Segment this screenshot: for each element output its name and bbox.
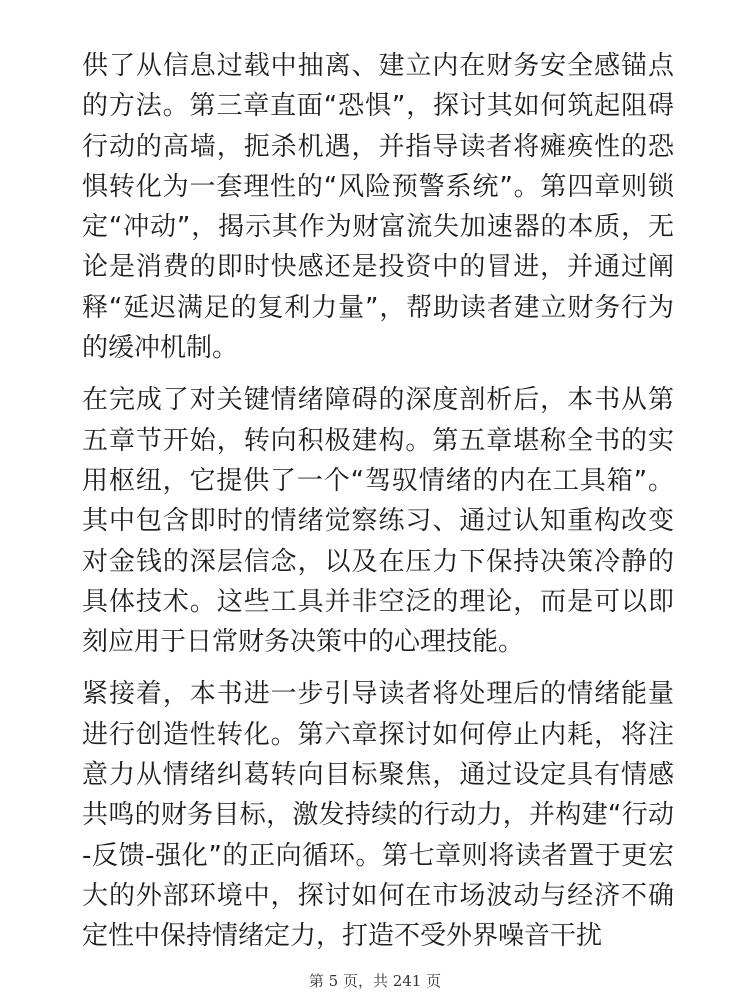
paragraph-1: 供了从信息过载中抽离、建立内在财务安全感锚点的方法。第三章直面“恐惧”，探讨其如何筑起阻碍行动的高墙，扼杀机遇，并指导读者将瘫痪性的恐惧转化为一套理性的“风险预警系统”。第四章则锁定“冲动”，揭示其作为财富流失加速器的本质，无论是消费的即时快感还是投资中的冒进，并通过阐释“延迟满足的复利力量”，帮助读者建立财务行为的缓冲机制。 [82,51,674,364]
page-body [82,46,674,957]
page-number-footer: 第 5 页，共 241 页 [308,972,442,990]
paragraph-2: 在完成了对关键情绪障碍的深度剖析后，本书从第五章节开始，转向积极建构。第五章堪称全书的实用枢纽，它提供了一个“驾驭情绪的内在工具箱”。其中包含即时的情绪觉察练习、通过认知重构改变对金钱的深层信念，以及在压力下保持决策冷静的具体技术。这些工具并非空泛的理论，而是可以即刻应用于日常财务决策中的心理技能。 [82,385,674,658]
paragraph-3: 紧接着，本书进一步引导读者将处理后的情绪能量进行创造性转化。第六章探讨如何停止内耗，将注意力从情绪纠葛转向目标聚焦，通过设定具有情感共鸣的财务目标，激发持续的行动力，并构建“行动-反馈-强化”的正向循环。第七章则将读者置于更宏大的外部环境中，探讨如何在市场波动与经济不确定性中保持情绪定力，打造不受外界噪音干扰 [82,679,674,952]
